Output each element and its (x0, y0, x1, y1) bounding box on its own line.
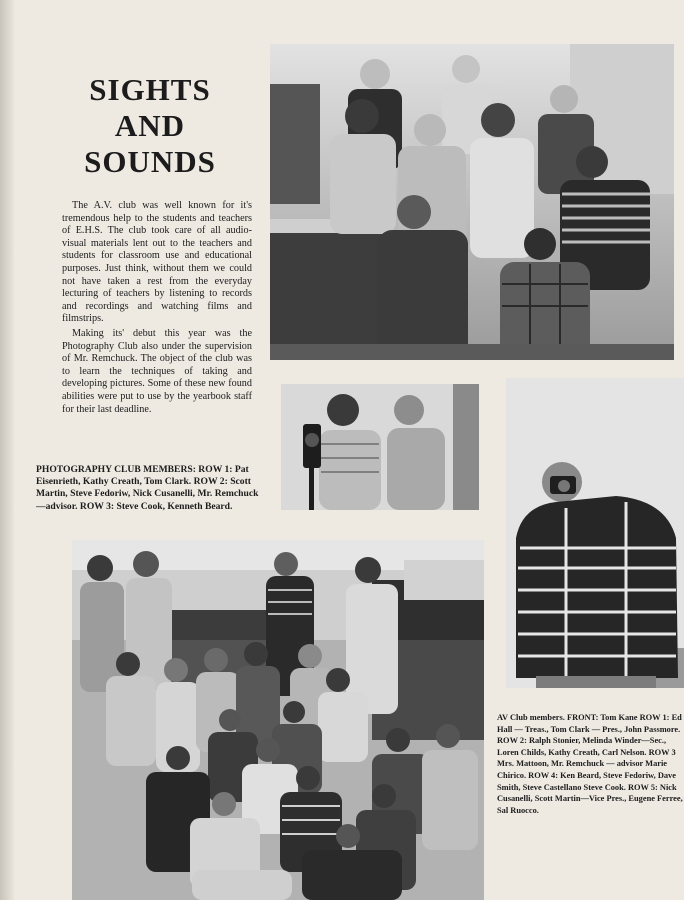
av-club-caption: AV Club members. FRONT: Tom Kane ROW 1: Ed Hall — Treas., Tom Clark — Pres., John Passmore. ROW 2: Ralph Stonier, Melinda Winder—Sec., Loren Childs, Kathy Creath, Carl Nelson. ROW 3 Mrs. Mattoon, Mr. Remchuck — advisor Marie Chirico. ROW 4: Ken Beard, Steve Fedoriw, Dave Smith, Steve Castellano Steve Cook. ROW 5: Nick Cusanelli, Scott Martin—Vice Pres., Eugene Ferree, Sal Ruocco. (497, 713, 683, 815)
title-line-3: SOUNDS (84, 144, 216, 179)
av-club-group-photo (72, 540, 484, 900)
photographer-portrait-image (506, 378, 684, 688)
photography-club-caption: PHOTOGRAPHY CLUB MEMBERS: ROW 1: Pat Eisenrieth, Kathy Creath, Tom Clark. ROW 2: Scott Martin, Steve Fedoriw, Nick Cusanelli, Mr. Remchuck—advisor. ROW 3: Steve Cook, Kenneth Beard. (36, 464, 259, 512)
av-club-group-image (72, 540, 484, 900)
article-paragraph-2: Making its' debut this year was the Photography Club also under the supervision of Mr. Remchuck. The object of the club was to learn the techniques of taking and developing pictures. Some of these new found abilities were put to use by the yearbook staff for their last deadline. (62, 327, 252, 415)
camera-operators-photo (281, 384, 479, 510)
title-line-2: AND (114, 108, 186, 143)
title-line-1: SIGHTS (89, 72, 211, 107)
photography-club-group-photo (270, 44, 674, 360)
article-paragraph-1: The A.V. club was well known for it's tremendous help to the students and teachers of E.H.S. The club took care of all audio-visual materials lent out to the teachers and students for classroom use and educational purposes. Just think, without them we could not have taken a rest from the everyday lecturing of teachers by listening to records and recordings and watching films and filmstrips. (62, 200, 252, 325)
article-body (62, 200, 252, 418)
photography-club-group-image (270, 44, 674, 360)
page-binding-edge (0, 0, 14, 900)
page-title (60, 72, 240, 180)
camera-operators-image (281, 384, 479, 510)
photographer-portrait-photo (506, 378, 684, 688)
